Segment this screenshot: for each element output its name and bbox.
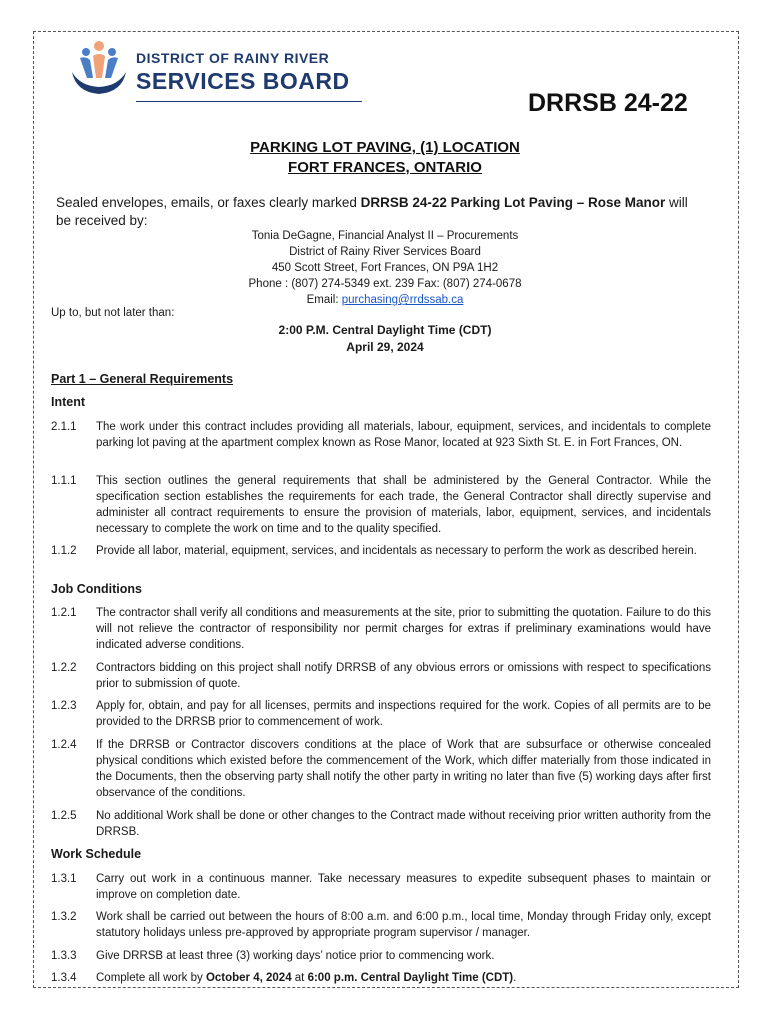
item-number: 1.2.2 bbox=[51, 662, 77, 674]
item-number: 1.2.5 bbox=[51, 810, 77, 822]
contact-email-line bbox=[180, 292, 590, 308]
list-item bbox=[51, 871, 711, 903]
contact-street: 450 Scott Street, Fort Frances, ON P9A 1H2 bbox=[271, 262, 499, 274]
list-item bbox=[51, 660, 711, 692]
intro-prefix: Sealed envelopes, emails, or faxes clearly marked bbox=[56, 195, 361, 210]
list-item bbox=[51, 948, 711, 964]
intro-bold: DRRSB 24-22 Parking Lot Paving – Rose Manor bbox=[360, 195, 666, 210]
email-label: Email: bbox=[306, 294, 342, 306]
list-item bbox=[51, 808, 711, 840]
item-number: 1.3.1 bbox=[51, 873, 77, 885]
deadline-label: Up to, but not later than: bbox=[51, 307, 175, 319]
item-number: 2.1.1 bbox=[51, 421, 77, 433]
item-text-part: at bbox=[291, 972, 308, 984]
item-text-part: . bbox=[513, 972, 517, 984]
item-number: 1.1.2 bbox=[51, 545, 77, 557]
completion-time: 6:00 p.m. Central Daylight Time (CDT) bbox=[307, 972, 514, 984]
list-item bbox=[51, 698, 711, 730]
deadline-date: April 29, 2024 bbox=[346, 340, 424, 354]
list-item bbox=[51, 737, 711, 801]
logo-text-line2: SERVICES BOARD bbox=[136, 68, 350, 94]
intro-suffix: will be received by: bbox=[56, 195, 688, 228]
list-item bbox=[51, 419, 711, 451]
organization-logo bbox=[66, 38, 350, 106]
item-text: The work under this contract includes providing all materials, labour, equipment, services, and incidentals to complete parking lot paving at the apartment complex known as Rose Manor, located at 923 Sixth St. E. in Fort Frances, ON. bbox=[96, 421, 711, 449]
logo-text-line1: DISTRICT OF RAINY RIVER bbox=[136, 50, 330, 66]
item-text: Work shall be carried out between the hours of 8:00 a.m. and 6:00 p.m., local time, Monday through Friday only, except statutory holidays unless pre-approved by appropriate program supervisor / manager. bbox=[96, 911, 711, 939]
item-number: 1.1.1 bbox=[51, 475, 77, 487]
section-heading-job-conditions: Job Conditions bbox=[51, 582, 142, 596]
title-line2: FORT FRANCES, ONTARIO bbox=[288, 159, 482, 176]
title-line1: PARKING LOT PAVING, (1) LOCATION bbox=[250, 139, 520, 156]
list-item bbox=[51, 543, 711, 559]
contact-phone: Phone : (807) 274-5349 ext. 239 Fax: (807) 274-0678 bbox=[248, 278, 522, 290]
section-heading-work-schedule: Work Schedule bbox=[51, 847, 142, 861]
item-text: Provide all labor, material, equipment, services, and incidentals as necessary to perform the work as described herein. bbox=[96, 545, 697, 557]
list-item bbox=[51, 970, 711, 986]
item-text bbox=[96, 970, 711, 986]
item-text-part: Complete all work by bbox=[96, 972, 206, 984]
list-item bbox=[51, 605, 711, 653]
item-number: 1.2.3 bbox=[51, 700, 77, 712]
item-number: 1.2.1 bbox=[51, 607, 77, 619]
deadline-time: 2:00 P.M. Central Daylight Time (CDT) bbox=[278, 323, 492, 337]
people-emblem-icon bbox=[66, 38, 132, 102]
item-text: The contractor shall verify all conditions and measurements at the site, prior to submitting the quotation. Failure to do this will not relieve the contractor of responsibility nor permit charges for extras if preliminary examinations would have indicated adverse conditions. bbox=[96, 607, 711, 651]
contact-name: Tonia DeGagne, Financial Analyst II – Procurements bbox=[251, 230, 519, 242]
item-number: 1.3.2 bbox=[51, 911, 77, 923]
item-text: Give DRRSB at least three (3) working days’ notice prior to commencing work. bbox=[96, 950, 495, 962]
document-number: DRRSB 24-22 bbox=[528, 89, 688, 117]
list-item bbox=[51, 473, 711, 537]
item-text: Apply for, obtain, and pay for all licenses, permits and inspections required for the work. Copies of all permits are to be provided to the DRRSB prior to commencement of work. bbox=[96, 700, 711, 728]
item-number: 1.2.4 bbox=[51, 739, 77, 751]
item-text: Contractors bidding on this project shall notify DRRSB of any obvious errors or omissions with respect to specifications prior to submission of quote. bbox=[96, 662, 711, 690]
section-heading-intent: Intent bbox=[51, 395, 86, 409]
item-number: 1.3.4 bbox=[51, 972, 77, 984]
completion-date: October 4, 2024 bbox=[205, 972, 292, 984]
item-text: No additional Work shall be done or other changes to the Contract made without receiving prior written authority from the DRRSB. bbox=[96, 810, 711, 838]
item-text: This section outlines the general requirements that shall be administered by the General Contractor. While the specification section establishes the requirements for each trade, the General Contractor shall directly supervise and administer all contract requirements to ensure the provision of materials, labor, equipment, services, and incidentals necessary to complete the work on time and to the quality specified. bbox=[96, 475, 711, 535]
contact-organization: District of Rainy River Services Board bbox=[289, 246, 481, 258]
part-heading: Part 1 – General Requirements bbox=[51, 372, 234, 386]
item-number: 1.3.3 bbox=[51, 950, 77, 962]
list-item bbox=[51, 909, 711, 941]
logo-underline bbox=[136, 101, 362, 102]
email-link[interactable]: purchasing@rrdssab.ca bbox=[341, 294, 464, 306]
item-text: If the DRRSB or Contractor discovers conditions at the place of Work that are subsurface or otherwise concealed physical conditions which existed before the commencement of the Work, which differ materially from those indicated in the Documents, then the observing party shall notify the other party in writing no later than five (5) working days after first observance of the conditions. bbox=[96, 739, 711, 799]
item-text: Carry out work in a continuous manner. Take necessary measures to expedite subsequent phases to maintain or improve on completion date. bbox=[96, 873, 711, 901]
intro-paragraph bbox=[56, 194, 706, 230]
